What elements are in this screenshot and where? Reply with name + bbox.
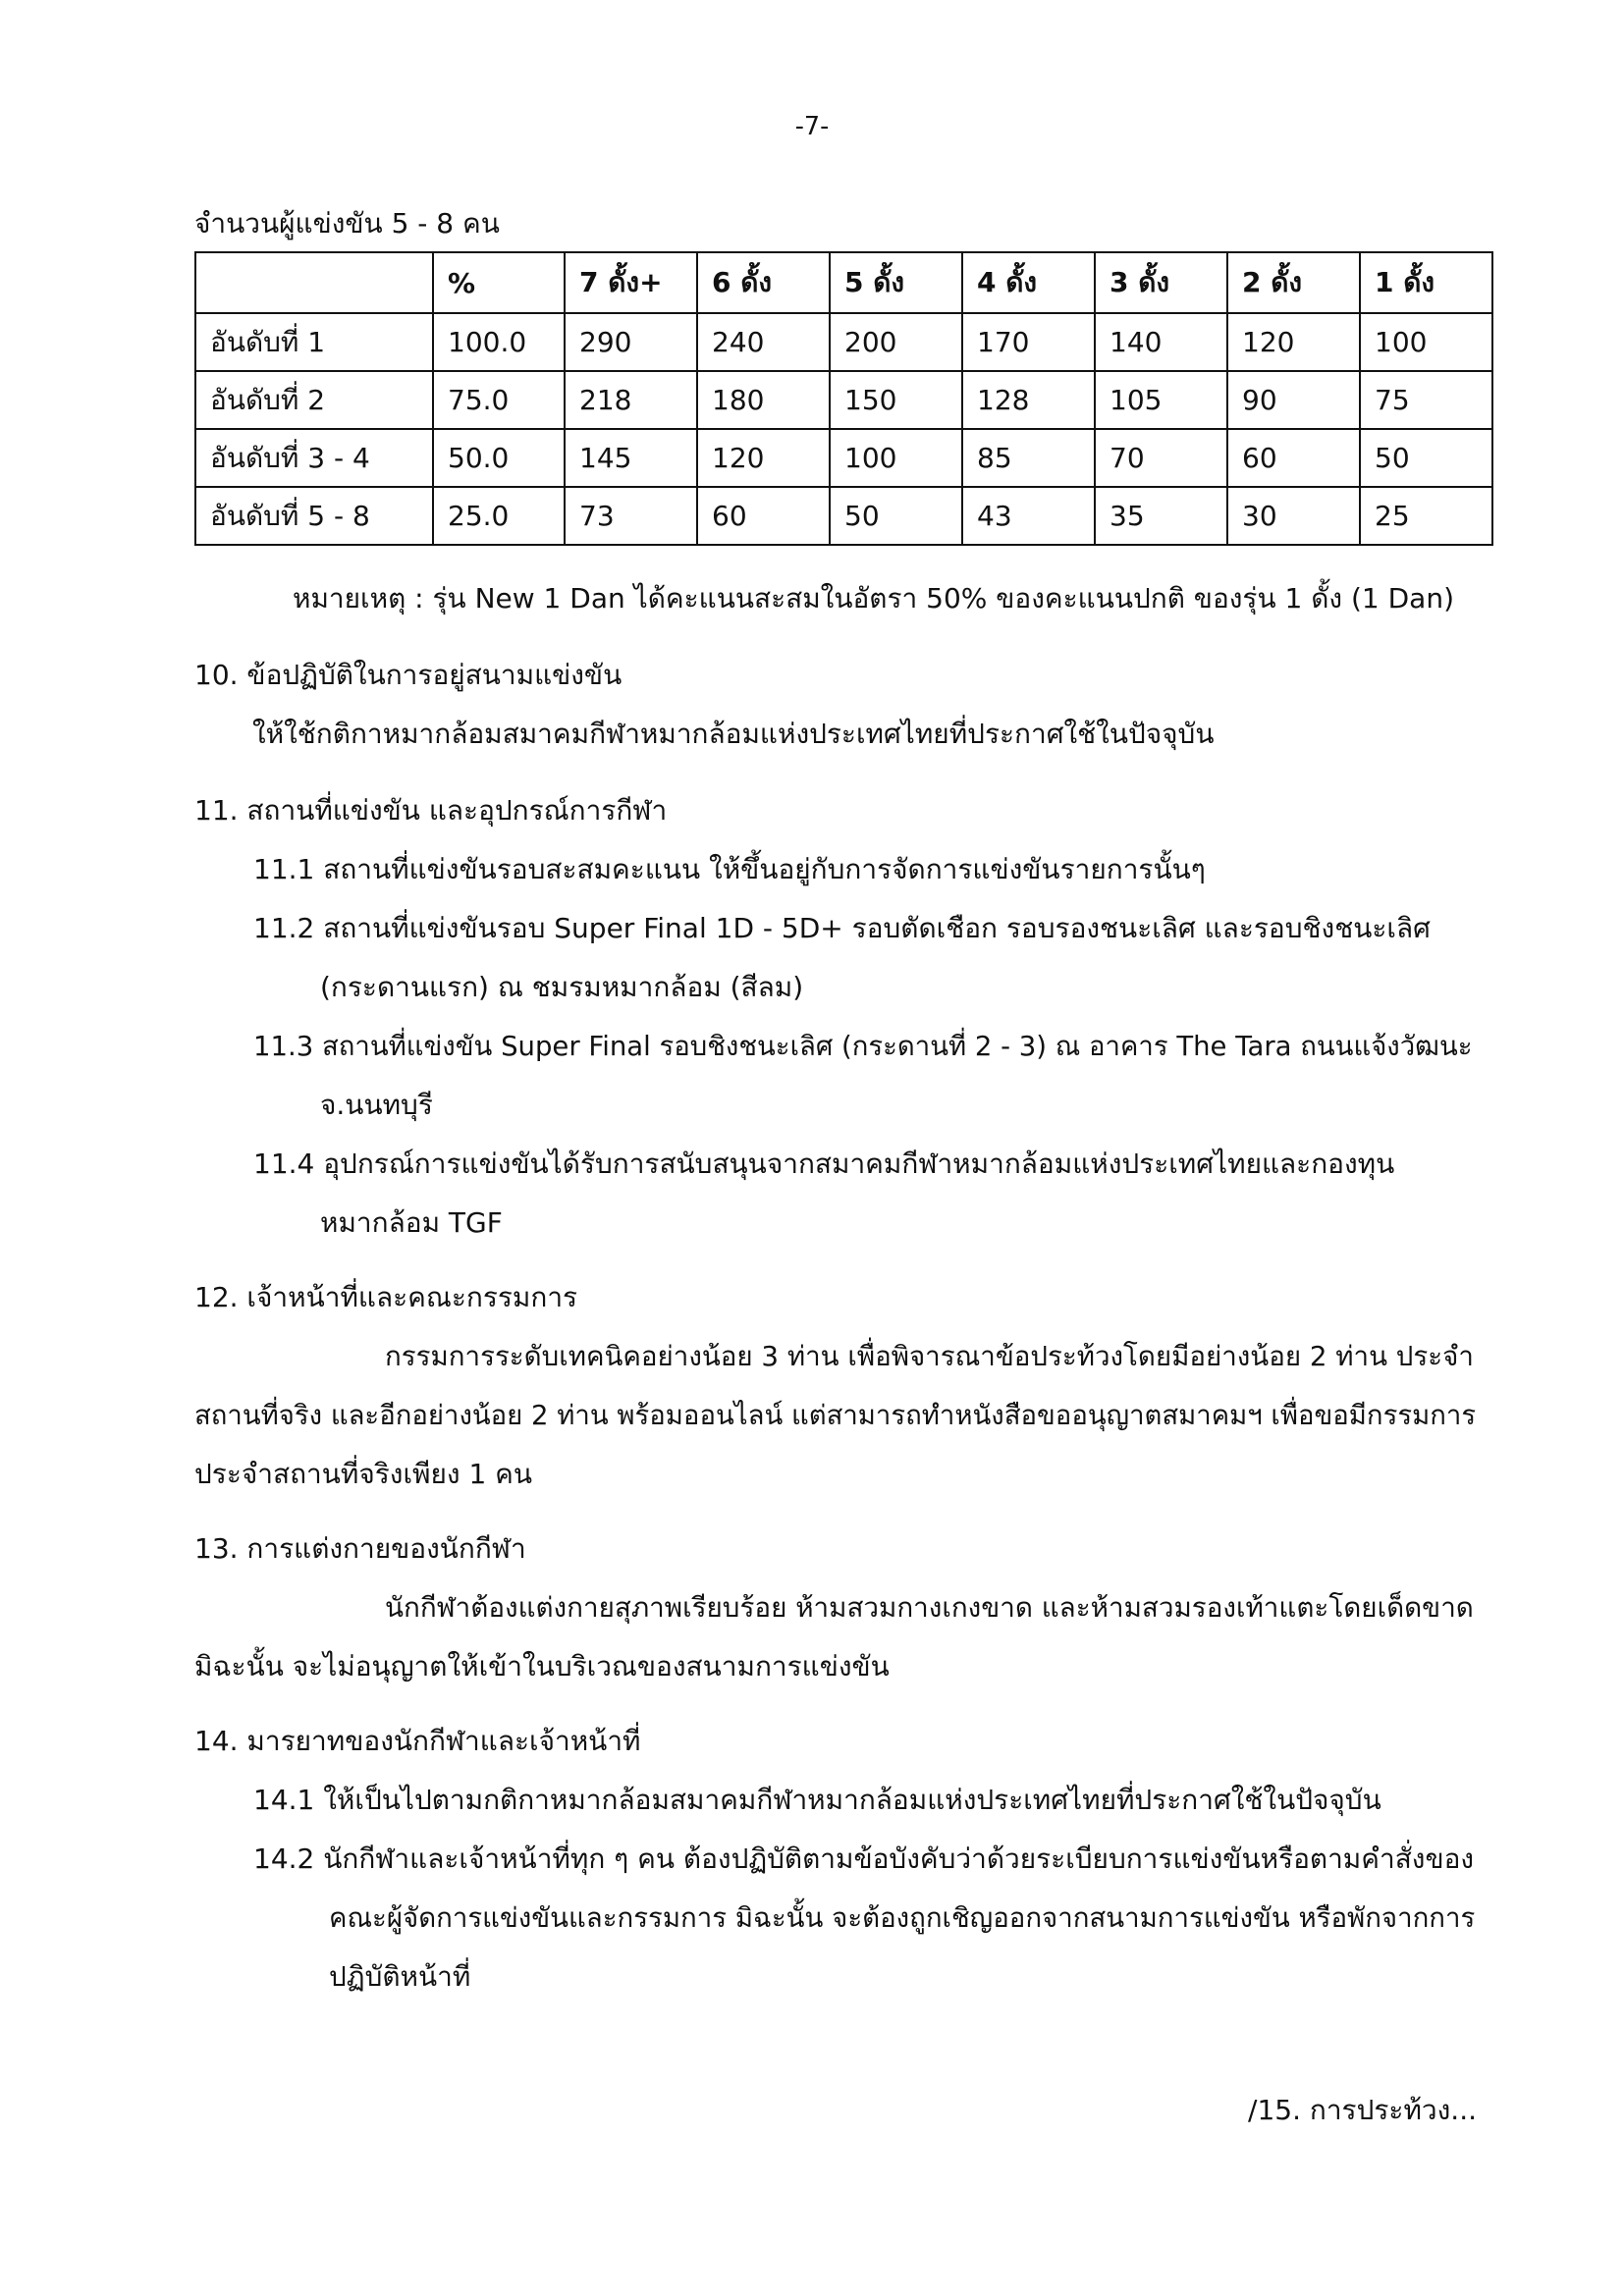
section-14-2-cont: คณะผู้จัดการแข่งขันและกรรมการ มิฉะนั้น จะต้องถูกเชิญออกจากสนามการแข่งขัน หรือพักจากการ: [329, 1901, 1476, 1934]
table-cell: 60: [1227, 429, 1360, 487]
table-cell: อันดับที่ 3 - 4: [195, 429, 433, 487]
table-caption: จำนวนผู้แข่งขัน 5 - 8 คน: [194, 207, 500, 240]
table-cell: 140: [1095, 313, 1227, 371]
table-cell: 145: [565, 429, 697, 487]
table-cell: 50.0: [433, 429, 565, 487]
table-cell: 180: [697, 371, 830, 429]
section-14-2: 14.2 นักกีฬาและเจ้าหน้าที่ทุก ๆ คน ต้องปฏิบัติตามข้อบังคับว่าด้วยระเบียบการแข่งขันหรือตามคำสั่งของ: [253, 1842, 1475, 1875]
table-row: [195, 487, 1492, 545]
table-cell: 70: [1095, 429, 1227, 487]
section-12-line-1: กรรมการระดับเทคนิคอย่างน้อย 3 ท่าน เพื่อพิจารณาข้อประท้วงโดยมีอย่างน้อย 2 ท่าน ประจำ: [385, 1340, 1474, 1372]
section-10-body: ให้ใช้กติกาหมากล้อมสมาคมกีฬาหมากล้อมแห่งประเทศไทยที่ประกาศใช้ในปัจจุบัน: [252, 718, 1215, 750]
table-cell: 100: [830, 429, 962, 487]
table-cell: 50: [830, 487, 962, 545]
table-cell: 90: [1227, 371, 1360, 429]
section-13-line-2: มิฉะนั้น จะไม่อนุญาตให้เข้าในบริเวณของสนามการแข่งขัน: [194, 1650, 890, 1682]
table-cell: 35: [1095, 487, 1227, 545]
section-12-title: 12. เจ้าหน้าที่และคณะกรรมการ: [194, 1281, 578, 1313]
continuation-marker: /15. การประท้วง...: [1248, 2094, 1477, 2126]
table-cell: 128: [962, 371, 1095, 429]
table-header-cell: 3 ดั้ง: [1095, 252, 1227, 313]
table-cell: 75: [1360, 371, 1492, 429]
table-cell: 25: [1360, 487, 1492, 545]
table-cell: 30: [1227, 487, 1360, 545]
table-header-row: [195, 252, 1492, 313]
section-14-1: 14.1 ให้เป็นไปตามกติกาหมากล้อมสมาคมกีฬาหมากล้อมแห่งประเทศไทยที่ประกาศใช้ในปัจจุบัน: [253, 1784, 1381, 1816]
table-cell: 73: [565, 487, 697, 545]
section-14-2-cont-2: ปฏิบัติหน้าที่: [329, 1960, 471, 1993]
table-row: [195, 371, 1492, 429]
section-11-4: 11.4 อุปกรณ์การแข่งขันได้รับการสนับสนุนจากสมาคมกีฬาหมากล้อมแห่งประเทศไทยและกองทุน: [253, 1148, 1395, 1180]
table-cell: 60: [697, 487, 830, 545]
section-11-1: 11.1 สถานที่แข่งขันรอบสะสมคะแนน ให้ขึ้นอยู่กับการจัดการแข่งขันรายการนั้นๆ: [253, 853, 1206, 885]
table-cell: 43: [962, 487, 1095, 545]
table-cell: อันดับที่ 2: [195, 371, 433, 429]
table-cell: 120: [1227, 313, 1360, 371]
table-cell: 218: [565, 371, 697, 429]
table-cell: 75.0: [433, 371, 565, 429]
table-header-cell: 6 ดั้ง: [697, 252, 830, 313]
table-row: [195, 313, 1492, 371]
section-11-2: 11.2 สถานที่แข่งขันรอบ Super Final 1D - 5D+ รอบตัดเชือก รอบรองชนะเลิศ และรอบชิงชนะเลิศ: [253, 912, 1431, 944]
table-header-cell: 1 ดั้ง: [1360, 252, 1492, 313]
table-cell: 200: [830, 313, 962, 371]
table-row: [195, 429, 1492, 487]
table-cell: 105: [1095, 371, 1227, 429]
table-cell: 100: [1360, 313, 1492, 371]
section-10-title: 10. ข้อปฏิบัติในการอยู่สนามแข่งขัน: [194, 659, 623, 691]
table-cell: 100.0: [433, 313, 565, 371]
section-12-line-2: สถานที่จริง และอีกอย่างน้อย 2 ท่าน พร้อมออนไลน์ แต่สามารถทำหนังสือขออนุญาตสมาคมฯ เพื่อขอมีกรรมการ: [194, 1400, 1477, 1431]
table-cell: อันดับที่ 1: [195, 313, 433, 371]
section-11-title: 11. สถานที่แข่งขัน และอุปกรณ์การกีฬา: [194, 794, 668, 827]
score-table: [194, 251, 1493, 546]
section-14-title: 14. มารยาทของนักกีฬาและเจ้าหน้าที่: [194, 1725, 641, 1757]
table-cell: 25.0: [433, 487, 565, 545]
table-header-cell: [195, 252, 433, 313]
section-13-title: 13. การแต่งกายของนักกีฬา: [194, 1532, 526, 1565]
table-cell: 85: [962, 429, 1095, 487]
section-11-3: 11.3 สถานที่แข่งขัน Super Final รอบชิงชนะเลิศ (กระดานที่ 2 - 3) ณ อาคาร The Tara ถนนแจ้งวัฒนะ: [253, 1031, 1473, 1062]
table-cell: 150: [830, 371, 962, 429]
table-cell: อันดับที่ 5 - 8: [195, 487, 433, 545]
section-11-4-cont: หมากล้อม TGF: [320, 1206, 503, 1239]
table-cell: 50: [1360, 429, 1492, 487]
table-header-cell: 5 ดั้ง: [830, 252, 962, 313]
section-11-3-cont: จ.นนทบุรี: [320, 1089, 433, 1121]
table-header-cell: 7 ดั้ง+: [565, 252, 697, 313]
page-number: -7-: [794, 111, 830, 140]
section-11-2-cont: (กระดานแรก) ณ ชมรมหมากล้อม (สีลม): [320, 971, 804, 1003]
table-header-cell: 4 ดั้ง: [962, 252, 1095, 313]
section-12-line-3: ประจำสถานที่จริงเพียง 1 คน: [194, 1458, 533, 1490]
section-13-line-1: นักกีฬาต้องแต่งกายสุภาพเรียบร้อย ห้ามสวมกางเกงขาด และห้ามสวมรองเท้าแตะโดยเด็ดขาด: [385, 1591, 1474, 1624]
table-cell: 120: [697, 429, 830, 487]
table-note: หมายเหตุ : รุ่น New 1 Dan ได้คะแนนสะสมในอัตรา 50% ของคะแนนปกติ ของรุ่น 1 ดั้ง (1 Dan): [293, 582, 1455, 614]
table-cell: 170: [962, 313, 1095, 371]
table-cell: 290: [565, 313, 697, 371]
table-header-cell: %: [433, 252, 565, 313]
table-cell: 240: [697, 313, 830, 371]
table-header-cell: 2 ดั้ง: [1227, 252, 1360, 313]
